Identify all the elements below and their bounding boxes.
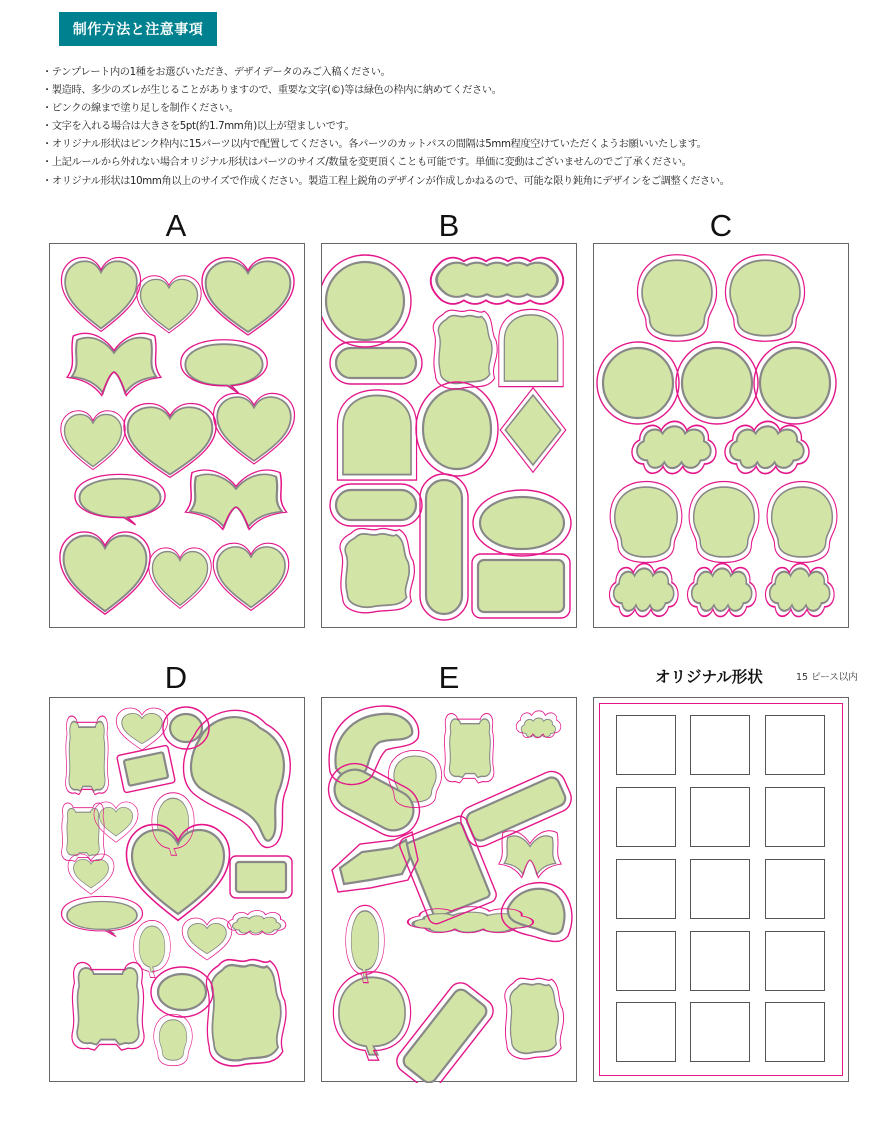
sticker-layout-a <box>50 244 306 629</box>
piece-slot <box>765 859 825 919</box>
template-label-c: C <box>709 208 733 243</box>
note-item: ・文字を入れる場合は大きさを5pt(約1.7mm角)以上が望ましいです。 <box>42 121 355 133</box>
template-label-b: B <box>438 208 460 243</box>
note-item: ・テンプレート内の1種をお選びいただき、デザイデータのみご入稿ください。 <box>42 67 391 78</box>
piece-slot <box>616 1002 676 1062</box>
piece-slot <box>690 715 750 775</box>
piece-slot <box>616 787 676 847</box>
piece-slot <box>690 931 750 991</box>
template-label-d: D <box>164 660 188 695</box>
template-panel-a[interactable] <box>49 243 305 628</box>
piece-slot <box>616 859 676 919</box>
notes-list <box>42 64 730 191</box>
sticker-layout-e <box>322 698 578 1083</box>
original-shape-title: オリジナル形状 <box>655 668 763 686</box>
piece-slot <box>690 1002 750 1062</box>
piece-slot <box>765 931 825 991</box>
section-title-badge: 制作方法と注意事項 <box>59 12 217 46</box>
piece-slot <box>765 1002 825 1062</box>
piece-slot <box>690 787 750 847</box>
template-panel-c[interactable] <box>593 243 849 628</box>
template-label-a: A <box>165 208 187 243</box>
template-label-e: E <box>438 660 460 695</box>
piece-slot <box>616 931 676 991</box>
note-item: ・製造時、多少のズレが生じることがありますので、重要な文字(©)等は緑色の枠内に納めてください。 <box>42 85 502 97</box>
piece-slot <box>616 715 676 775</box>
template-panel-original[interactable] <box>593 697 849 1082</box>
note-item: ・ピンクの線まで塗り足しを制作ください。 <box>42 103 239 115</box>
sticker-layout-b <box>322 244 578 629</box>
template-panel-b[interactable] <box>321 243 577 628</box>
note-item: ・上記ルールから外れない場合オリジナル形状はパーツのサイズ/数量を変更頂くことも可能です。単価に変動はございませんのでご了承ください。 <box>42 157 692 169</box>
note-item: ・オリジナル形状は10mm角以上のサイズで作成ください。製造工程上鋭角のデザインが作成しかねるので、可能な限り鈍角にデザインをご調整ください。 <box>42 175 730 187</box>
note-item: ・オリジナル形状はピンク枠内に15パーツ以内で配置してください。各パーツのカットパスの間隔は5mm程度空けていただくようお願いいたします。 <box>42 139 707 151</box>
template-panel-e[interactable] <box>321 697 577 1082</box>
piece-slot <box>765 787 825 847</box>
sticker-layout-d <box>50 698 306 1083</box>
template-panel-d[interactable] <box>49 697 305 1082</box>
original-shape-piece-limit: 15 ピース以内 <box>796 672 858 683</box>
piece-slot <box>690 859 750 919</box>
sticker-layout-c <box>594 244 850 629</box>
piece-slot <box>765 715 825 775</box>
